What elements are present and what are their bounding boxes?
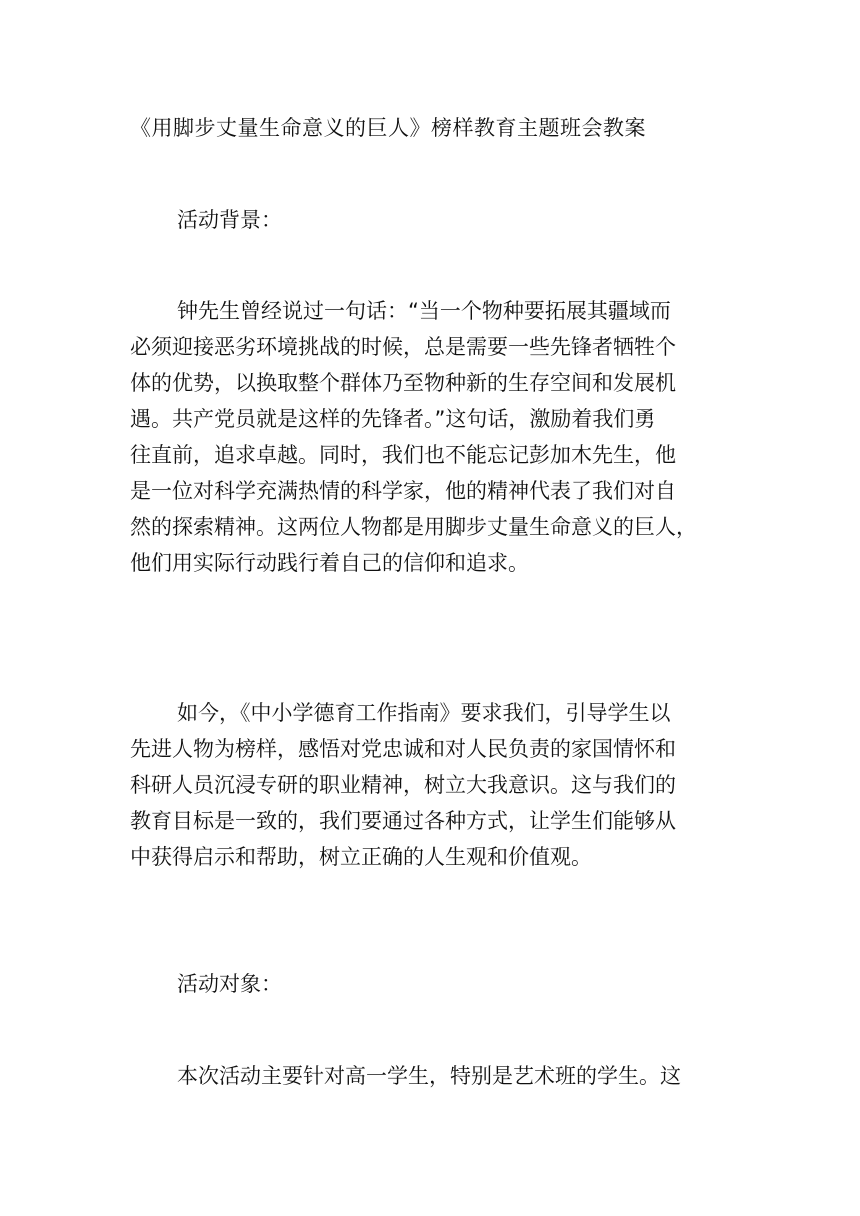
paragraph-line: 科研人员沉浸专研的职业精神，树立大我意识。这与我们的 — [130, 773, 676, 797]
paragraph-line: 本次活动主要针对高一学生，特别是艺术班的学生。这 — [177, 1064, 681, 1088]
paragraph-line: 先进人物为榜样，感悟对党忠诚和对人民负责的家国情怀和 — [130, 737, 676, 761]
section-heading-background: 活动背景： — [177, 208, 282, 232]
paragraph-line: 必须迎接恶劣环境挑战的时候，总是需要一些先锋者牺牲个 — [130, 335, 676, 359]
paragraph-line: 如今，《中小学德育工作指南》要求我们，引导学生以 — [177, 701, 671, 725]
paragraph-background-2 — [130, 699, 676, 879]
paragraph-line: 中获得启示和帮助，树立正确的人生观和价值观。 — [130, 845, 592, 869]
section-heading-audience: 活动对象： — [177, 972, 282, 996]
paragraph-line: 然的探索精神。这两位人物都是用脚步丈量生命意义的巨人， — [130, 515, 697, 539]
paragraph-line: 往直前，追求卓越。同时，我们也不能忘记彭加木先生，他 — [130, 443, 676, 467]
paragraph-audience — [130, 1062, 681, 1098]
paragraph-background-1 — [130, 297, 697, 585]
paragraph-line: 体的优势，以换取整个群体乃至物种新的生存空间和发展机 — [130, 371, 676, 395]
paragraph-line: 教育目标是一致的，我们要通过各种方式，让学生们能够从 — [130, 809, 676, 833]
paragraph-line: 遇。共产党员就是这样的先锋者。”这句话，激励着我们勇 — [130, 407, 656, 431]
paragraph-line: 钟先生曾经说过一句话：“当一个物种要拓展其疆域而 — [177, 299, 671, 323]
paragraph-line: 他们用实际行动践行着自己的信仰和追求。 — [130, 551, 529, 575]
document-title: 《用脚步丈量生命意义的巨人》榜样教育主题班会教案 — [130, 116, 646, 140]
paragraph-line: 是一位对科学充满热情的科学家，他的精神代表了我们对自 — [130, 479, 676, 503]
